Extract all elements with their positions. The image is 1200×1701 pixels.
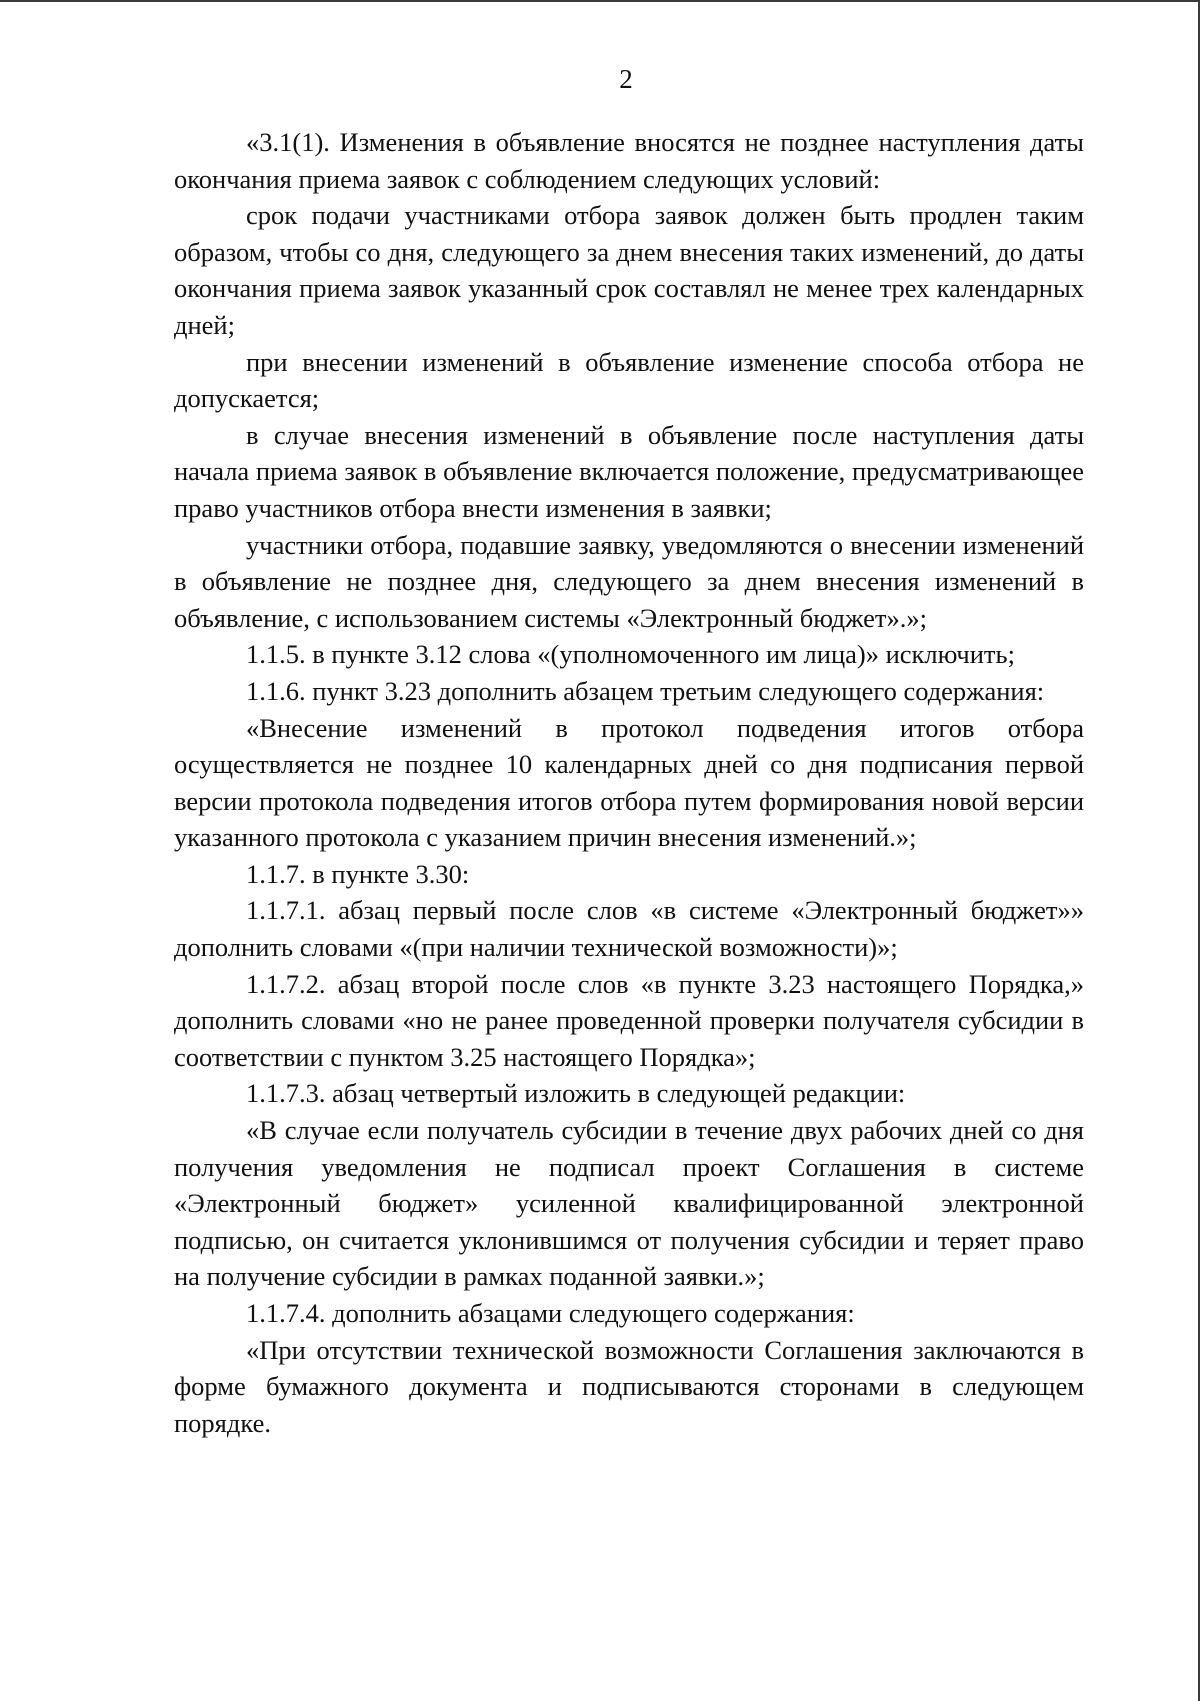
paragraph-protocol-changes: «Внесение изменений в протокол подведения итогов отбора осуществляется не позднее 10 календарных дней со дня подписания первой версии протокола подведения итогов отбора путем формирования новой версии указанного протокола с указанием причин внесения изменений.»; bbox=[174, 712, 1084, 853]
paragraph-1-1-7-4: 1.1.7.4. дополнить абзацами следующего содержания: bbox=[246, 1298, 855, 1328]
paragraph-deadline-extension: срок подачи участниками отбора заявок должен быть продлен таким образом, чтобы со дня, следующего за днем внесения таких изменений, до даты окончания приема заявок указанный срок составлял не менее трех календарных дней; bbox=[174, 200, 1084, 340]
paragraph-3-1-1: «3.1(1). Изменения в объявление вносятся не позднее наступления даты окончания приема заявок с соблюдением следующих условий: bbox=[174, 127, 1084, 194]
page-number: 2 bbox=[619, 64, 633, 94]
paragraph-paper-agreements: «При отсутствии технической возможности Соглашения заключаются в форме бумажного документа и подписываются сторонами в следующем порядке. bbox=[174, 1334, 1084, 1438]
paragraph-participants-notified: участники отбора, подавшие заявку, уведомляются о внесении изменений в объявление не позднее дня, следующего за днем внесения изменений в объявление, с использованием системы «Электронный бюджет».»; bbox=[174, 529, 1084, 633]
paragraph-changes-after-start: в случае внесения изменений в объявление после наступления даты начала приема заявок в объявление включается положение, предусматривающее право участников отбора внести изменения в заявки; bbox=[174, 419, 1084, 523]
document-body bbox=[174, 124, 1084, 1441]
paragraph-recipient-evasion: «В случае если получатель субсидии в течение двух рабочих дней со дня получения уведомления не подписал проект Соглашения в системе «Электронный бюджет» усиленной квалифицированной электронной подписью, он считается уклонившимся от получения субсидии и теряет право на получение субсидии в рамках поданной заявки.»; bbox=[174, 1115, 1084, 1292]
paragraph-method-change: при внесении изменений в объявление изменение способа отбора не допускается; bbox=[174, 346, 1084, 414]
paragraph-1-1-7-3: 1.1.7.3. абзац четвертый изложить в следующей редакции: bbox=[246, 1078, 906, 1109]
paragraph-1-1-7-1: 1.1.7.1. абзац первый после слов «в системе «Электронный бюджет»» дополнить словами «(при наличии технической возможности)»; bbox=[174, 895, 1084, 963]
paragraph-1-1-6: 1.1.6. пункт 3.23 дополнить абзацем третьим следующего содержания: bbox=[246, 675, 1045, 706]
paragraph-1-1-7-2: 1.1.7.2. абзац второй после слов «в пункте 3.23 настоящего Порядка,» дополнить словами «но не ранее проведенной проверки получателя субсидии в соответствии с пунктом 3.25 настоящего Порядка»; bbox=[174, 968, 1084, 1072]
paragraph-1-1-5: 1.1.5. в пункте 3.12 слова «(уполномоченного им лица)» исключить; bbox=[246, 639, 1015, 670]
scan-edge-top bbox=[0, 0, 1200, 2]
paragraph-1-1-7: 1.1.7. в пункте 3.30: bbox=[246, 858, 470, 889]
